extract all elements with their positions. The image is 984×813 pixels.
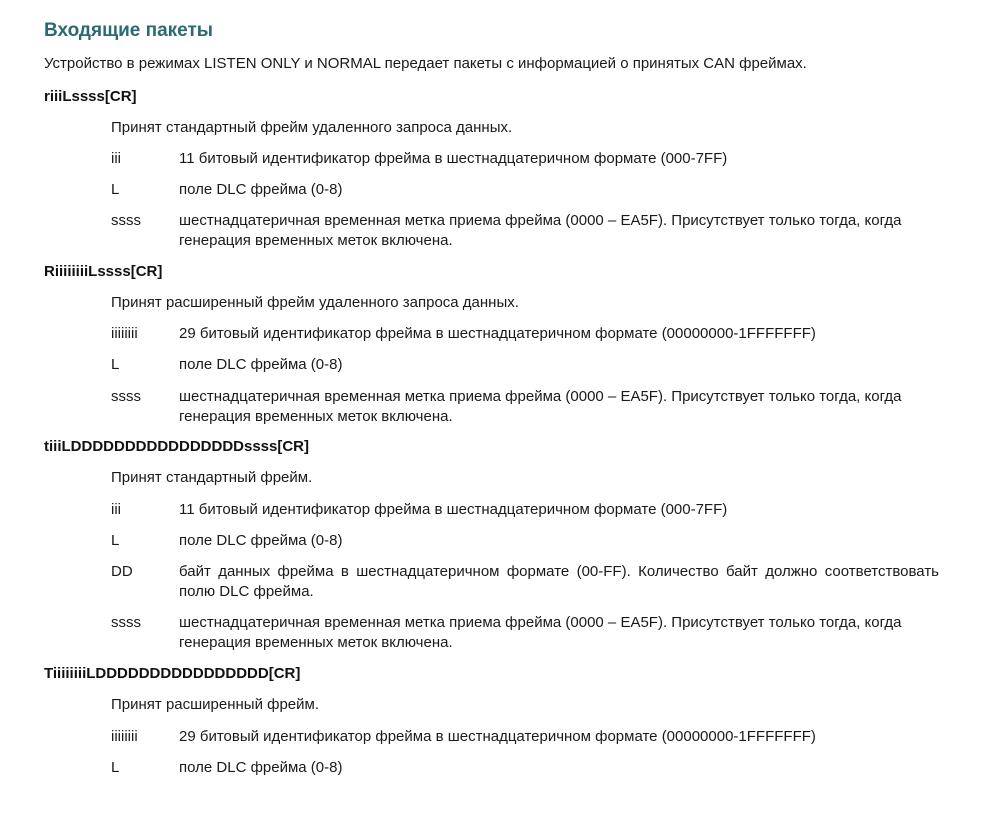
- param-key: iiiiiiii: [111, 325, 138, 342]
- section-description: Принят расширенный фрейм удаленного запроса данных.: [111, 294, 519, 311]
- param-description: поле DLC фрейма (0-8): [179, 532, 343, 549]
- param-description: шестнадцатеричная временная метка приема фрейма (0000 – EA5F). Присутствует только тогда, когда генерация временных меток включена.: [179, 614, 902, 651]
- command-format-standard-data: tiiiLDDDDDDDDDDDDDDDDssss[CR]: [44, 438, 310, 455]
- param-description: шестнадцатеричная временная метка приема фрейма (0000 – EA5F). Присутствует только тогда, когда генерация временных меток включена.: [179, 212, 902, 249]
- param-description: поле DLC фрейма (0-8): [179, 759, 343, 776]
- param-description: шестнадцатеричная временная метка приема фрейма (0000 – EA5F). Присутствует только тогда, когда генерация временных меток включена.: [179, 388, 902, 425]
- param-key: L: [111, 532, 120, 549]
- section-description: Принят стандартный фрейм удаленного запроса данных.: [111, 119, 513, 136]
- intro-text: Устройство в режимах LISTEN ONLY и NORMAL передает пакеты с информацией о принятых CAN фреймах.: [44, 55, 807, 72]
- param-key: iiiiiiii: [111, 728, 138, 745]
- page-title: Входящие пакеты: [44, 20, 214, 41]
- param-description: байт данных фрейма в шестнадцатеричном формате (00-FF). Количество байт должно соответствовать полю DLC фрейма.: [179, 563, 939, 600]
- section-description: Принят расширенный фрейм.: [111, 696, 320, 713]
- param-key: iii: [111, 150, 121, 167]
- section-description: Принят стандартный фрейм.: [111, 469, 313, 486]
- param-description: поле DLC фрейма (0-8): [179, 181, 343, 198]
- command-format-extended-data: TiiiiiiiiLDDDDDDDDDDDDDDDD[CR]: [44, 665, 301, 682]
- param-key: L: [111, 356, 120, 373]
- param-description: 11 битовый идентификатор фрейма в шестнадцатеричном формате (000-7FF): [179, 501, 728, 518]
- param-key: L: [111, 181, 120, 198]
- command-format-standard-remote: riiiLssss[CR]: [44, 88, 137, 105]
- param-description: поле DLC фрейма (0-8): [179, 356, 343, 373]
- param-key: ssss: [111, 614, 141, 631]
- param-key: ssss: [111, 212, 141, 229]
- param-description: 29 битовый идентификатор фрейма в шестнадцатеричном формате (00000000-1FFFFFFF): [179, 728, 816, 745]
- command-format-extended-remote: RiiiiiiiiLssss[CR]: [44, 263, 163, 280]
- param-key: L: [111, 759, 120, 776]
- param-description: 11 битовый идентификатор фрейма в шестнадцатеричном формате (000-7FF): [179, 150, 728, 167]
- param-key: ssss: [111, 388, 141, 405]
- param-key: iii: [111, 501, 121, 518]
- param-description: 29 битовый идентификатор фрейма в шестнадцатеричном формате (00000000-1FFFFFFF): [179, 325, 816, 342]
- param-key: DD: [111, 563, 133, 580]
